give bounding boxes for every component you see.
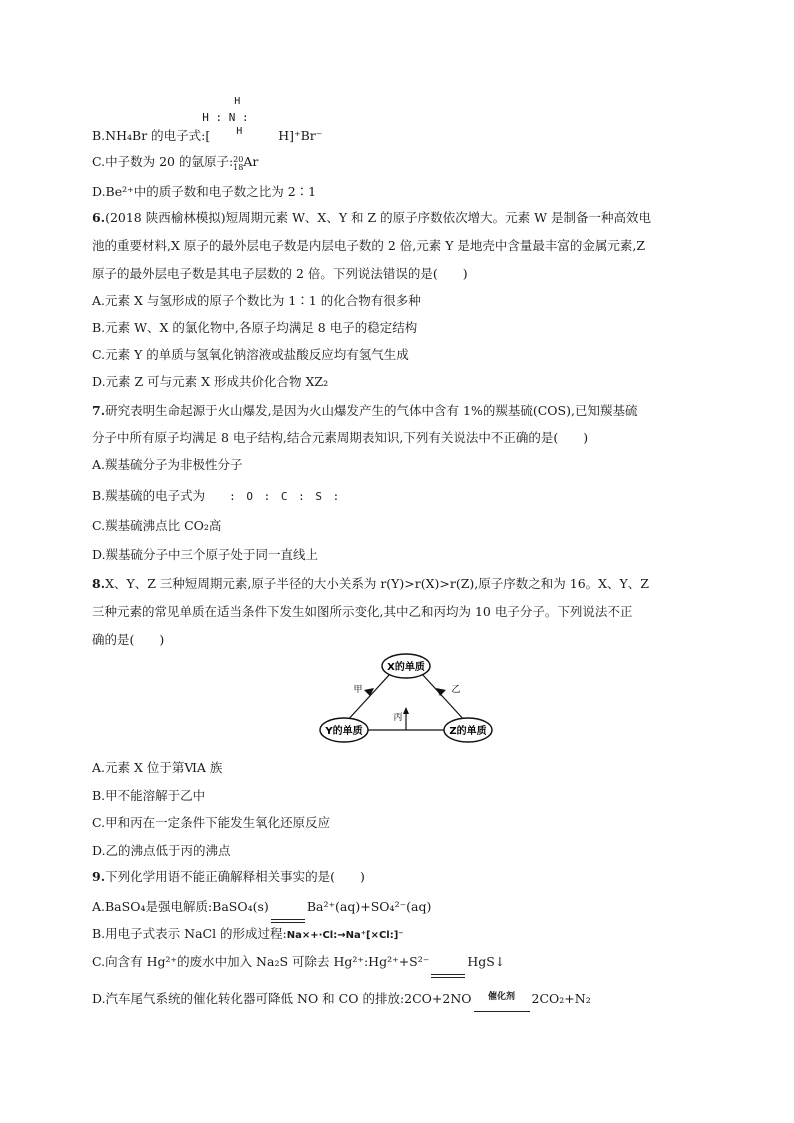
q6-option-b: B.元素 W、X 的氯化物中,各原子均满足 8 电子的稳定结构	[92, 320, 418, 335]
cos-electron-formula: : O : C : S :	[229, 490, 342, 503]
label-yi: 乙	[451, 685, 461, 695]
q6-stem-line1: 6.(2018 陕西榆林模拟)短周期元素 W、X、Y 和 Z 的原子序数依次增大。元素 W 是制备一种高效电	[92, 210, 651, 225]
edge-x-y	[346, 674, 390, 722]
q8-option-b: B.甲不能溶解于乙中	[92, 788, 206, 803]
argon-nuclide-numbers: 20 18	[233, 155, 244, 172]
node-y-label: Y的单质	[325, 726, 363, 737]
q8-stem-line2: 三种元素的常见单质在适当条件下发生如图所示变化,其中乙和丙均为 10 电子分子。下列说法不正	[92, 604, 633, 619]
q8-number: 8.	[92, 576, 106, 591]
q6-option-a: A.元素 X 与氢形成的原子个数比为 1∶1 的化合物有很多种	[92, 293, 421, 308]
label-jia: 甲	[353, 685, 363, 695]
q5-option-c: C.中子数为 20 的氩原子:20 18Ar	[92, 154, 259, 172]
q8-option-c: C.甲和丙在一定条件下能发生氧化还原反应	[92, 815, 331, 830]
q9-option-b: B.用电子式表示 NaCl 的形成过程:Na×+·Cl:→Na⁺[×Cl:]⁻	[92, 926, 404, 941]
label-bing: 丙	[393, 713, 403, 723]
arrow-jia	[364, 688, 374, 696]
q9-option-d: D.汽车尾气系统的催化转化器可降低 NO 和 CO 的排放:2CO+2NO 催化剂 2CO₂+N₂	[92, 991, 591, 1006]
q7-option-c: C.羰基硫沸点比 CO₂高	[92, 518, 222, 533]
nh4-electron-structure: H H : N : H	[202, 96, 249, 137]
arrow-yi	[436, 688, 446, 696]
node-x-label: X的单质	[387, 662, 425, 673]
q6-stem-line3: 原子的最外层电子数是其电子层数的 2 倍。下列说法错误的是( )	[92, 266, 468, 281]
q9-option-c: C.向含有 Hg²⁺的废水中加入 Na₂S 可除去 Hg²⁺:Hg²⁺+S²⁻ HgS↓	[92, 954, 506, 969]
q6-stem-line2: 池的重要材料,X 原子的最外层电子数是内层电子数的 2 倍,元素 Y 是地壳中含量最丰富的金属元素,Z	[92, 238, 646, 253]
q7-stem-line2: 分子中所有原子均满足 8 电子结构,结合元素周期表知识,下列有关说法中不正确的是( )	[92, 430, 589, 445]
edge-x-z	[422, 674, 466, 722]
q8-option-a: A.元素 X 位于第ⅥA 族	[92, 760, 223, 775]
q7-option-d: D.羰基硫分子中三个原子处于同一直线上	[92, 547, 319, 562]
q5-option-b	[92, 96, 323, 144]
catalyst-label: 催化剂	[488, 992, 516, 1002]
q5-b-label: B.NH₄Br 的电子式:[	[92, 128, 211, 143]
q8-stem-line1: 8.X、Y、Z 三种短周期元素,原子半径的大小关系为 r(Y)>r(X)>r(Z),原子序数之和为 16。X、Y、Z	[92, 576, 649, 591]
q7-option-a: A.羰基硫分子为非极性分子	[92, 457, 243, 472]
q9-number: 9.	[92, 869, 106, 884]
q8-transformation-diagram	[318, 652, 494, 744]
node-z-label: Z的单质	[449, 726, 487, 737]
arrow-bing	[403, 707, 409, 714]
q7-option-b: B.羰基硫的电子式为 : O : C : S :	[92, 488, 342, 503]
q7-stem-line1: 7.研究表明生命起源于火山爆发,是因为火山爆发产生的气体中含有 1%的羰基硫(COS),已知羰基硫	[92, 403, 638, 418]
q6-option-c: C.元素 Y 的单质与氢氧化钠溶液或盐酸反应均有氢气生成	[92, 347, 409, 362]
q6-option-d: D.元素 Z 可与元素 X 形成共价化合物 XZ₂	[92, 374, 329, 389]
nacl-formation-formula: Na×+·Cl:→Na⁺[×Cl:]⁻	[286, 930, 404, 941]
q5-option-d: D.Be²⁺中的质子数和电子数之比为 2∶1	[92, 184, 317, 199]
q9-stem: 9.下列化学用语不能正确解释相关事实的是( )	[92, 869, 365, 884]
q7-number: 7.	[92, 403, 106, 418]
q8-stem-line3: 确的是( )	[92, 632, 165, 647]
q5-b-tail: H]⁺Br⁻	[278, 128, 323, 143]
q8-option-d: D.乙的沸点低于丙的沸点	[92, 843, 231, 858]
q9-option-a: A.BaSO₄是强电解质:BaSO₄(s) Ba²⁺(aq)+SO₄²⁻(aq)	[92, 899, 432, 914]
q6-number: 6.	[92, 210, 106, 225]
